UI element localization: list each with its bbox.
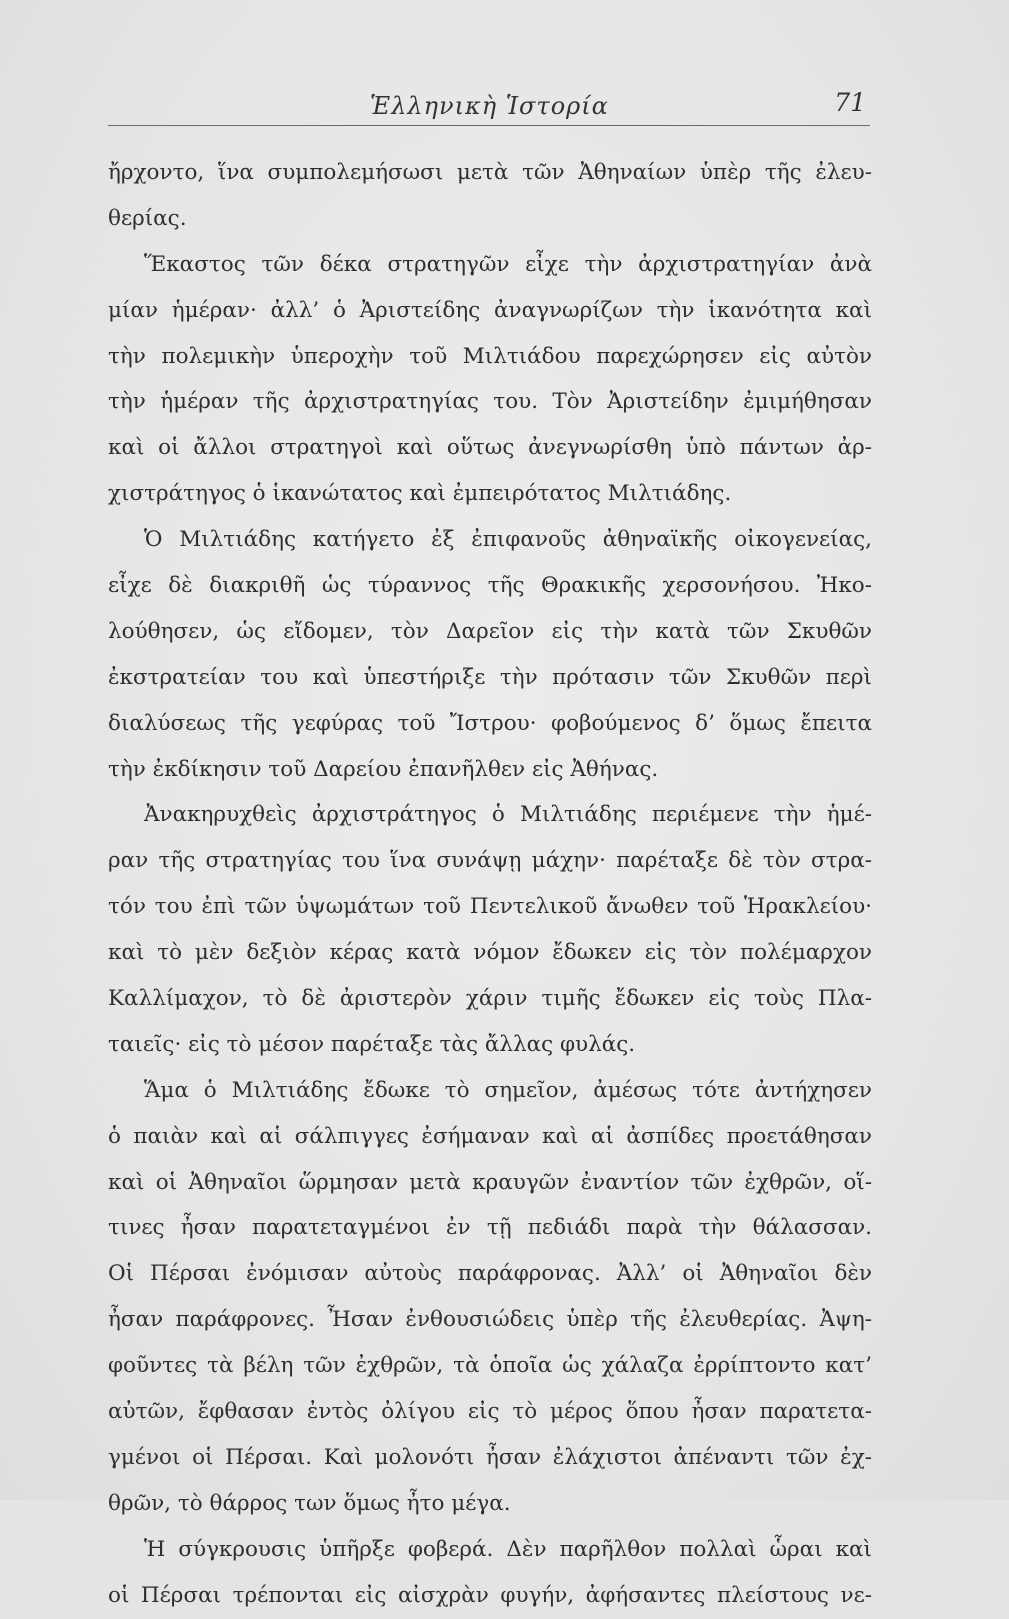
- text-line: τὴν ἐκδίκησιν τοῦ Δαρείου ἐπανῆλθεν εἰς Ἀθήνας.: [108, 756, 659, 782]
- text-line: ὁ παιὰν καὶ αἱ σάλπιγγες ἐσήμαναν καὶ αἱ ἀσπίδες προετάθησαν: [108, 1123, 872, 1149]
- body-text: [108, 150, 872, 1619]
- text-line: τόν του ἐπὶ τῶν ὑψωμάτων τοῦ Πεντελικοῦ ἄνωθεν τοῦ Ἡρακλείου·: [108, 894, 872, 920]
- text-line: οἱ Πέρσαι τρέπονται εἰς αἰσχρὰν φυγήν, ἀφήσαντες πλείστους νε-: [108, 1582, 872, 1608]
- running-head: [108, 80, 870, 126]
- text-line: ραν τῆς στρατηγίας του ἵνα συνάψῃ μάχην· παρέταξε δὲ τὸν στρα-: [108, 848, 872, 874]
- text-line: ἤρχοντο, ἵνα συμπολεμήσωσι μετὰ τῶν Ἀθηναίων ὑπὲρ τῆς ἐλευ-: [108, 160, 872, 185]
- paragraph-first-line: Ἕκαστος τῶν δέκα στρατηγῶν εἶχε τὴν ἀρχιστρατηγίαν ἀνὰ: [144, 251, 872, 277]
- text-line: ἐκστρατείαν του καὶ ὑπεστήριξε τὴν πρότασιν τῶν Σκυθῶν περὶ: [108, 664, 872, 690]
- text-line: καὶ οἱ Ἀθηναῖοι ὥρμησαν μετὰ κραυγῶν ἐναντίον τῶν ἐχθρῶν, οἵ-: [108, 1169, 872, 1195]
- paragraph-first-line: Ὁ Μιλτιάδης κατήγετο ἐξ ἐπιφανοῦς ἀθηναϊκῆς οἰκογενείας,: [144, 527, 872, 553]
- paragraph-first-line: Ἅμα ὁ Μιλτιάδης ἔδωκε τὸ σημεῖον, ἀμέσως τότε ἀντήχησεν: [144, 1077, 872, 1103]
- header-rule: [108, 125, 870, 126]
- text-line: χιστράτηγος ὁ ἱκανώτατος καὶ ἐμπειρότατος Μιλτιάδης.: [108, 481, 732, 507]
- text-line: τὴν ἡμέραν τῆς ἀρχιστρατηγίας του. Τὸν Ἀριστείδην ἐμιμήθησαν: [108, 389, 872, 415]
- text-line: γμένοι οἱ Πέρσαι. Καὶ μολονότι ἦσαν ἐλάχιστοι ἀπέναντι τῶν ἐχ-: [108, 1444, 872, 1470]
- text-line: Οἱ Πέρσαι ἐνόμισαν αὐτοὺς παράφρονας. Ἀλλ’ οἱ Ἀθηναῖοι δὲν: [108, 1261, 872, 1287]
- paragraph-first-line: Ἡ σύγκρουσις ὑπῆρξε φοβερά. Δὲν παρῆλθον πολλαὶ ὧραι καὶ: [144, 1536, 872, 1562]
- text-line: αὐτῶν, ἔφθασαν ἐντὸς ὀλίγου εἰς τὸ μέρος ὅπου ἦσαν παρατετα-: [108, 1399, 872, 1425]
- paragraph-first-line: Ἀνακηρυχθεὶς ἀρχιστράτηγος ὁ Μιλτιάδης περιέμενε τὴν ἡμέ-: [144, 802, 872, 828]
- text-line: καὶ οἱ ἄλλοι στρατηγοὶ καὶ οὕτως ἀνεγνωρίσθη ὑπὸ πάντων ἀρ-: [108, 435, 872, 461]
- text-line: εἶχε δὲ διακριθῆ ὡς τύραννος τῆς Θρακικῆς χερσονήσου. Ἠκο-: [108, 573, 872, 599]
- text-line: τινες ἦσαν παρατεταγμένοι ἐν τῇ πεδιάδι παρὰ τὴν θάλασσαν.: [108, 1215, 872, 1241]
- text-line: ἦσαν παράφρονες. Ἦσαν ἐνθουσιώδεις ὑπὲρ τῆς ἐλευθερίας. Ἀψη-: [108, 1307, 872, 1333]
- text-line: φοῦντες τὰ βέλη τῶν ἐχθρῶν, τὰ ὁποῖα ὡς χάλαζα ἐρρίπτοντο κατ’: [108, 1353, 872, 1379]
- text-line: μίαν ἡμέραν· ἀλλ’ ὁ Ἀριστείδης ἀναγνωρίζων τὴν ἱκανότητα καὶ: [108, 297, 872, 323]
- page-number: 71: [834, 88, 866, 117]
- text-line: θρῶν, τὸ θάρρος των ὅμως ἦτο μέγα.: [108, 1490, 511, 1516]
- text-line: τὴν πολεμικὴν ὑπεροχὴν τοῦ Μιλτιάδου παρεχώρησεν εἰς αὐτὸν: [108, 343, 872, 369]
- text-line: Καλλίμαχον, τὸ δὲ ἀριστερὸν χάριν τιμῆς ἔδωκεν εἰς τοὺς Πλα-: [108, 986, 872, 1012]
- text-line: ταιεῖς· εἰς τὸ μέσον παρέταξε τὰς ἄλλας φυλάς.: [108, 1031, 636, 1057]
- text-line: θερίας.: [108, 205, 187, 231]
- text-line: διαλύσεως τῆς γεφύρας τοῦ Ἴστρου· φοβούμενος δ’ ὅμως ἔπειτα: [108, 710, 872, 736]
- running-head-title: Ἑλληνικὴ Ἱστορία: [370, 92, 609, 120]
- text-line: λούθησεν, ὡς εἴδομεν, τὸν Δαρεῖον εἰς τὴν κατὰ τῶν Σκυθῶν: [108, 618, 872, 644]
- text-line: καὶ τὸ μὲν δεξιὸν κέρας κατὰ νόμον ἔδωκεν εἰς τὸν πολέμαρχον: [108, 940, 872, 966]
